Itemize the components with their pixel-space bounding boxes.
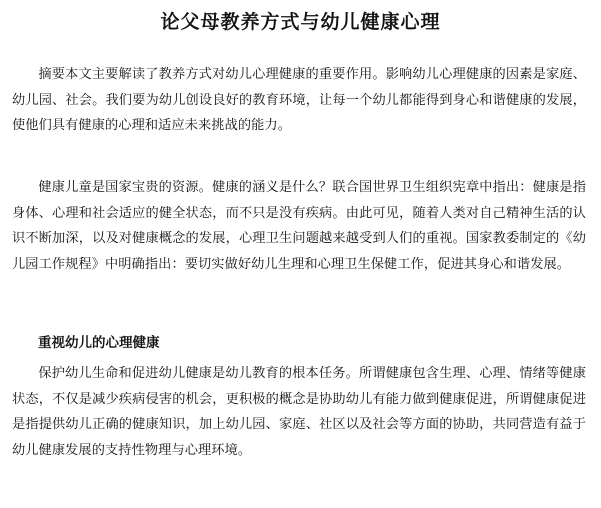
health-definition-paragraph: 健康儿童是国家宝贵的资源。健康的涵义是什么？联合国世界卫生组织宪章中指出：健康是指身体、心理和社会适应的健全状态，而不只是没有疾病。由此可见，随着人类对自己精神生活的认识不断加深，以及对健康概念的发展，心理卫生问题越来越受到人们的重视。国家教委制定的《幼儿园工作规程》中明确指出：要切实做好幼儿生理和心理卫生保健工作，促进其身心和谐发展。 [12, 180, 586, 272]
article-title: 论父母教养方式与幼儿健康心理 [160, 11, 441, 33]
health-protection-paragraph: 保护幼儿生命和促进幼儿健康是幼儿教育的根本任务。所谓健康包含生理、心理、情绪等健康状态，不仅是减少疾病侵害的机会，更积极的概念是协助幼儿有能力做到健康促进，所谓健康促进是指提供幼儿正确的健康知识，加上幼儿园、家庭、社区以及社会等方面的协助，共同营造有益于幼儿健康发展的支持性物理与心理环境。 [12, 366, 586, 458]
section-heading: 重视幼儿的心理健康 [38, 335, 160, 351]
abstract-paragraph: 摘要本文主要解读了教养方式对幼儿心理健康的重要作用。影响幼儿心理健康的因素是家庭、幼儿园、社会。我们要为幼儿创设良好的教育环境，让每一个幼儿都能得到身心和谐健康的发展，使他们具有健康的心理和适应未来挑战的能力。 [12, 67, 586, 133]
